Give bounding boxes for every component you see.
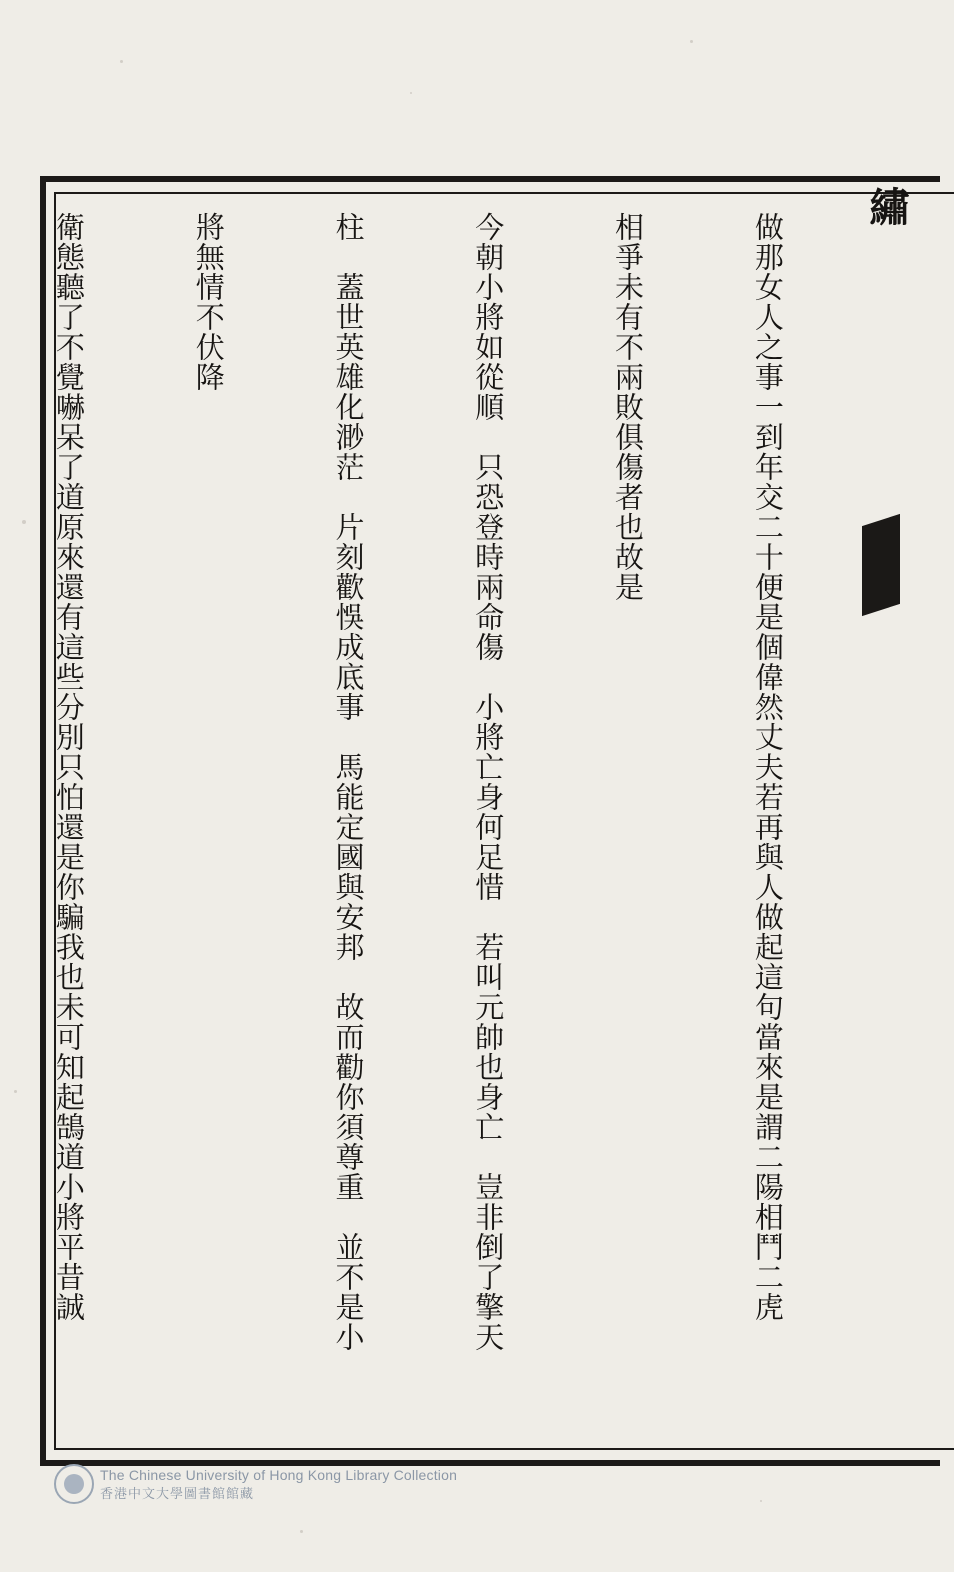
watermark-chinese: 香港中文大學圖書館館藏 bbox=[100, 1485, 255, 1501]
text-column: 柱 蓋世英雄化渺茫 片刻歡悞成底事 馬能定國與安邦 故而勸你須尊重 並不是小 bbox=[331, 212, 366, 1352]
library-logo-icon bbox=[54, 1464, 94, 1504]
text-column: 將無情不伏降 bbox=[191, 212, 226, 392]
text-column: 做那女人之事一到年交二十便是個偉然丈夫若再與人做起這句當來是謂二陽相鬥二虎 bbox=[750, 212, 785, 1322]
paper-speck bbox=[120, 60, 123, 63]
text-column: 衛態聽了不覺嚇呆了道原來還有這些分別只怕還是你騙我也未可知起鵠道小將平昔誠 bbox=[51, 212, 86, 1322]
margin-title-fragment: 繡 bbox=[863, 186, 910, 226]
paper-speck bbox=[760, 1500, 762, 1502]
text-column: 今朝小將如從順 只恐登時兩命傷 小將亡身何足惜 若叫元帥也身亡 豈非倒了擎天 bbox=[471, 212, 506, 1352]
library-watermark bbox=[54, 1464, 457, 1504]
vertical-text-body bbox=[0, 212, 884, 1444]
paper-speck bbox=[300, 1530, 303, 1533]
text-column: 相爭未有不兩敗俱傷者也故是 bbox=[611, 212, 646, 602]
paper-speck bbox=[410, 92, 412, 94]
paper-speck bbox=[690, 40, 693, 43]
watermark-english: The Chinese University of Hong Kong Library Collection bbox=[100, 1466, 458, 1483]
